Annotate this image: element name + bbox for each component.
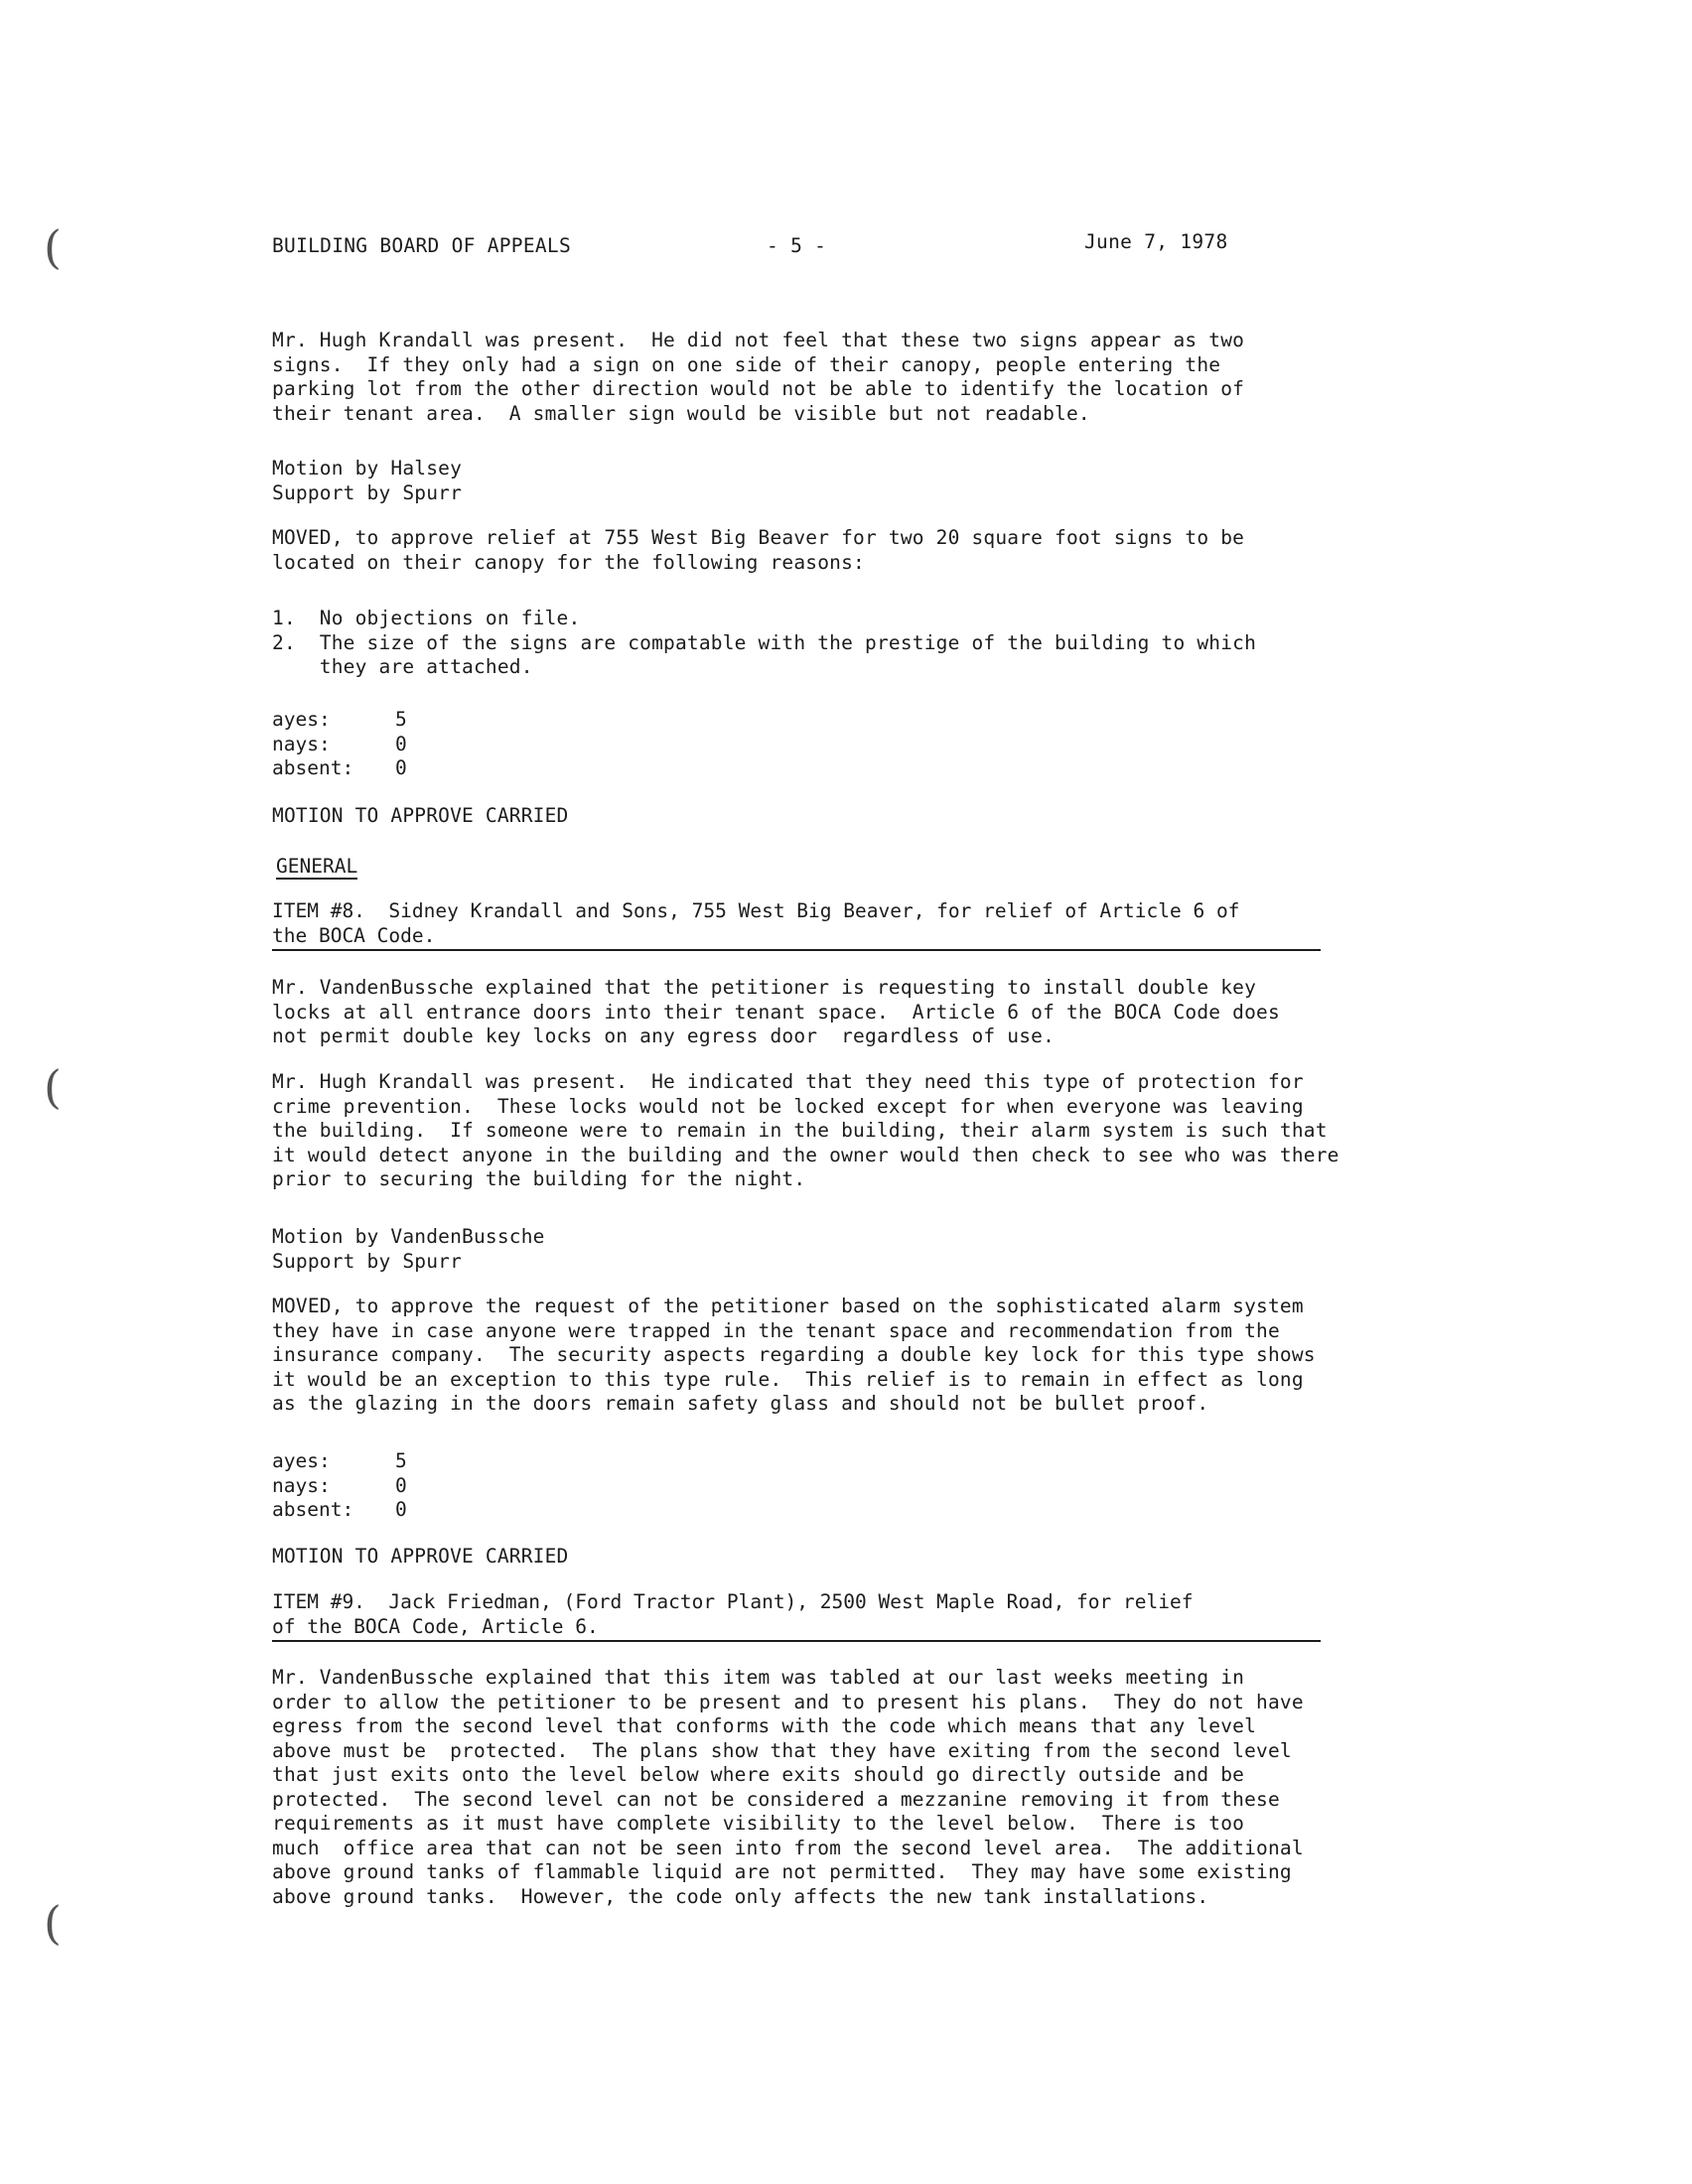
vote-label: absent:: [272, 1498, 354, 1521]
vote-value: 0: [395, 1473, 407, 1497]
section-heading-general: GENERAL: [276, 855, 358, 878]
motion-support-1: Motion by Halsey Support by Spurr: [272, 457, 463, 504]
paragraph-crime-prevention: Mr. Hugh Krandall was present. He indicated that they need this type of protection for crime prevention. These locks would not be locked except for when everyone was leaving the building. If someone were to remain in the building, their alarm system is such that it would detect anyone in the building and the owner would then check to see who was there prior to securing the building for the night.: [272, 1070, 1340, 1190]
item-8-heading: ITEM #8. Sidney Krandall and Sons, 755 West Big Beaver, for relief of Article 6 of the BOCA Code.: [272, 898, 1321, 951]
item-9-heading: ITEM #9. Jack Friedman, (Ford Tractor Plant), 2500 West Maple Road, for relief of the BOCA Code, Article 6.: [272, 1589, 1321, 1642]
vote-tally-2: [272, 1449, 407, 1523]
moved-alarm-system: MOVED, to approve the request of the petitioner based on the sophisticated alarm system they have in case anyone were trapped in the tenant space and recommendation from the insurance company. The security aspects regarding a double key lock for this type shows it would be an exception to this type rule. This relief is to remain in effect as long as the glazing in the doors remain safety glass and should not be bullet proof.: [272, 1295, 1316, 1415]
paragraph-double-key-locks: Mr. VandenBussche explained that the petitioner is requesting to install double key locks at all entrance doors into their tenant space. Article 6 of the BOCA Code does not permit double key locks on any egress door regardless of use.: [272, 976, 1280, 1047]
vote-row: [272, 733, 407, 757]
motion-carried-1: MOTION TO APPROVE CARRIED: [272, 804, 569, 827]
page-number: - 5 -: [767, 234, 827, 257]
paragraph-ford-tractor-plant: Mr. VandenBussche explained that this item was tabled at our last weeks meeting in order to allow the petitioner to be present and to present his plans. They do not have egress from the second level that conforms with the code which means that any level above must be protected. The plans show that they have exiting from the second level that just exits onto the level below where exits should go directly outside and be protected. The second level can not be considered a mezzanine removing it from these requirements as it must have complete visibility to the level below. There is too much office area that can not be seen into from the second level area. The additional above ground tanks of flammable liquid are not permitted. They may have some existing above ground tanks. However, the code only affects the new tank installations.: [272, 1666, 1304, 1908]
vote-row: [272, 1474, 407, 1499]
vote-value: 5: [395, 1449, 407, 1472]
header-board-name: BUILDING BOARD OF APPEALS: [272, 234, 571, 257]
paragraph-krandall-signs: Mr. Hugh Krandall was present. He did not feel that these two signs appear as two signs. If they only had a sign on one side of their canopy, people entering the parking lot from the other direction would not be able to identify the location of their tenant area. A smaller sign would be visible but not readable.: [272, 329, 1245, 425]
vote-row: [272, 756, 407, 781]
motion-support-2: Motion by VandenBussche Support by Spurr: [272, 1225, 545, 1273]
vote-value: 5: [395, 708, 407, 731]
vote-value: 0: [395, 1498, 407, 1521]
vote-label: ayes:: [272, 1449, 331, 1472]
vote-row: [272, 1449, 407, 1474]
vote-tally-1: [272, 708, 407, 781]
vote-label: nays:: [272, 1473, 331, 1497]
vote-row: [272, 708, 407, 733]
vote-label: ayes:: [272, 708, 331, 731]
motion-carried-2: MOTION TO APPROVE CARRIED: [272, 1545, 569, 1568]
punch-hole-mark: (: [44, 1060, 62, 1114]
punch-hole-mark: (: [44, 220, 62, 274]
vote-value: 0: [395, 732, 407, 755]
vote-value: 0: [395, 756, 407, 779]
vote-row: [272, 1498, 407, 1523]
vote-label: nays:: [272, 732, 331, 755]
header-date: June 7, 1978: [1084, 230, 1228, 253]
punch-hole-mark: (: [44, 1896, 62, 1950]
moved-signs: MOVED, to approve relief at 755 West Big Beaver for two 20 square foot signs to be located on their canopy for the following reasons:: [272, 526, 1245, 574]
vote-label: absent:: [272, 756, 354, 779]
reasons-list: 1. No objections on file. 2. The size of the signs are compatable with the prestige of the building to which they are attached.: [272, 607, 1257, 678]
